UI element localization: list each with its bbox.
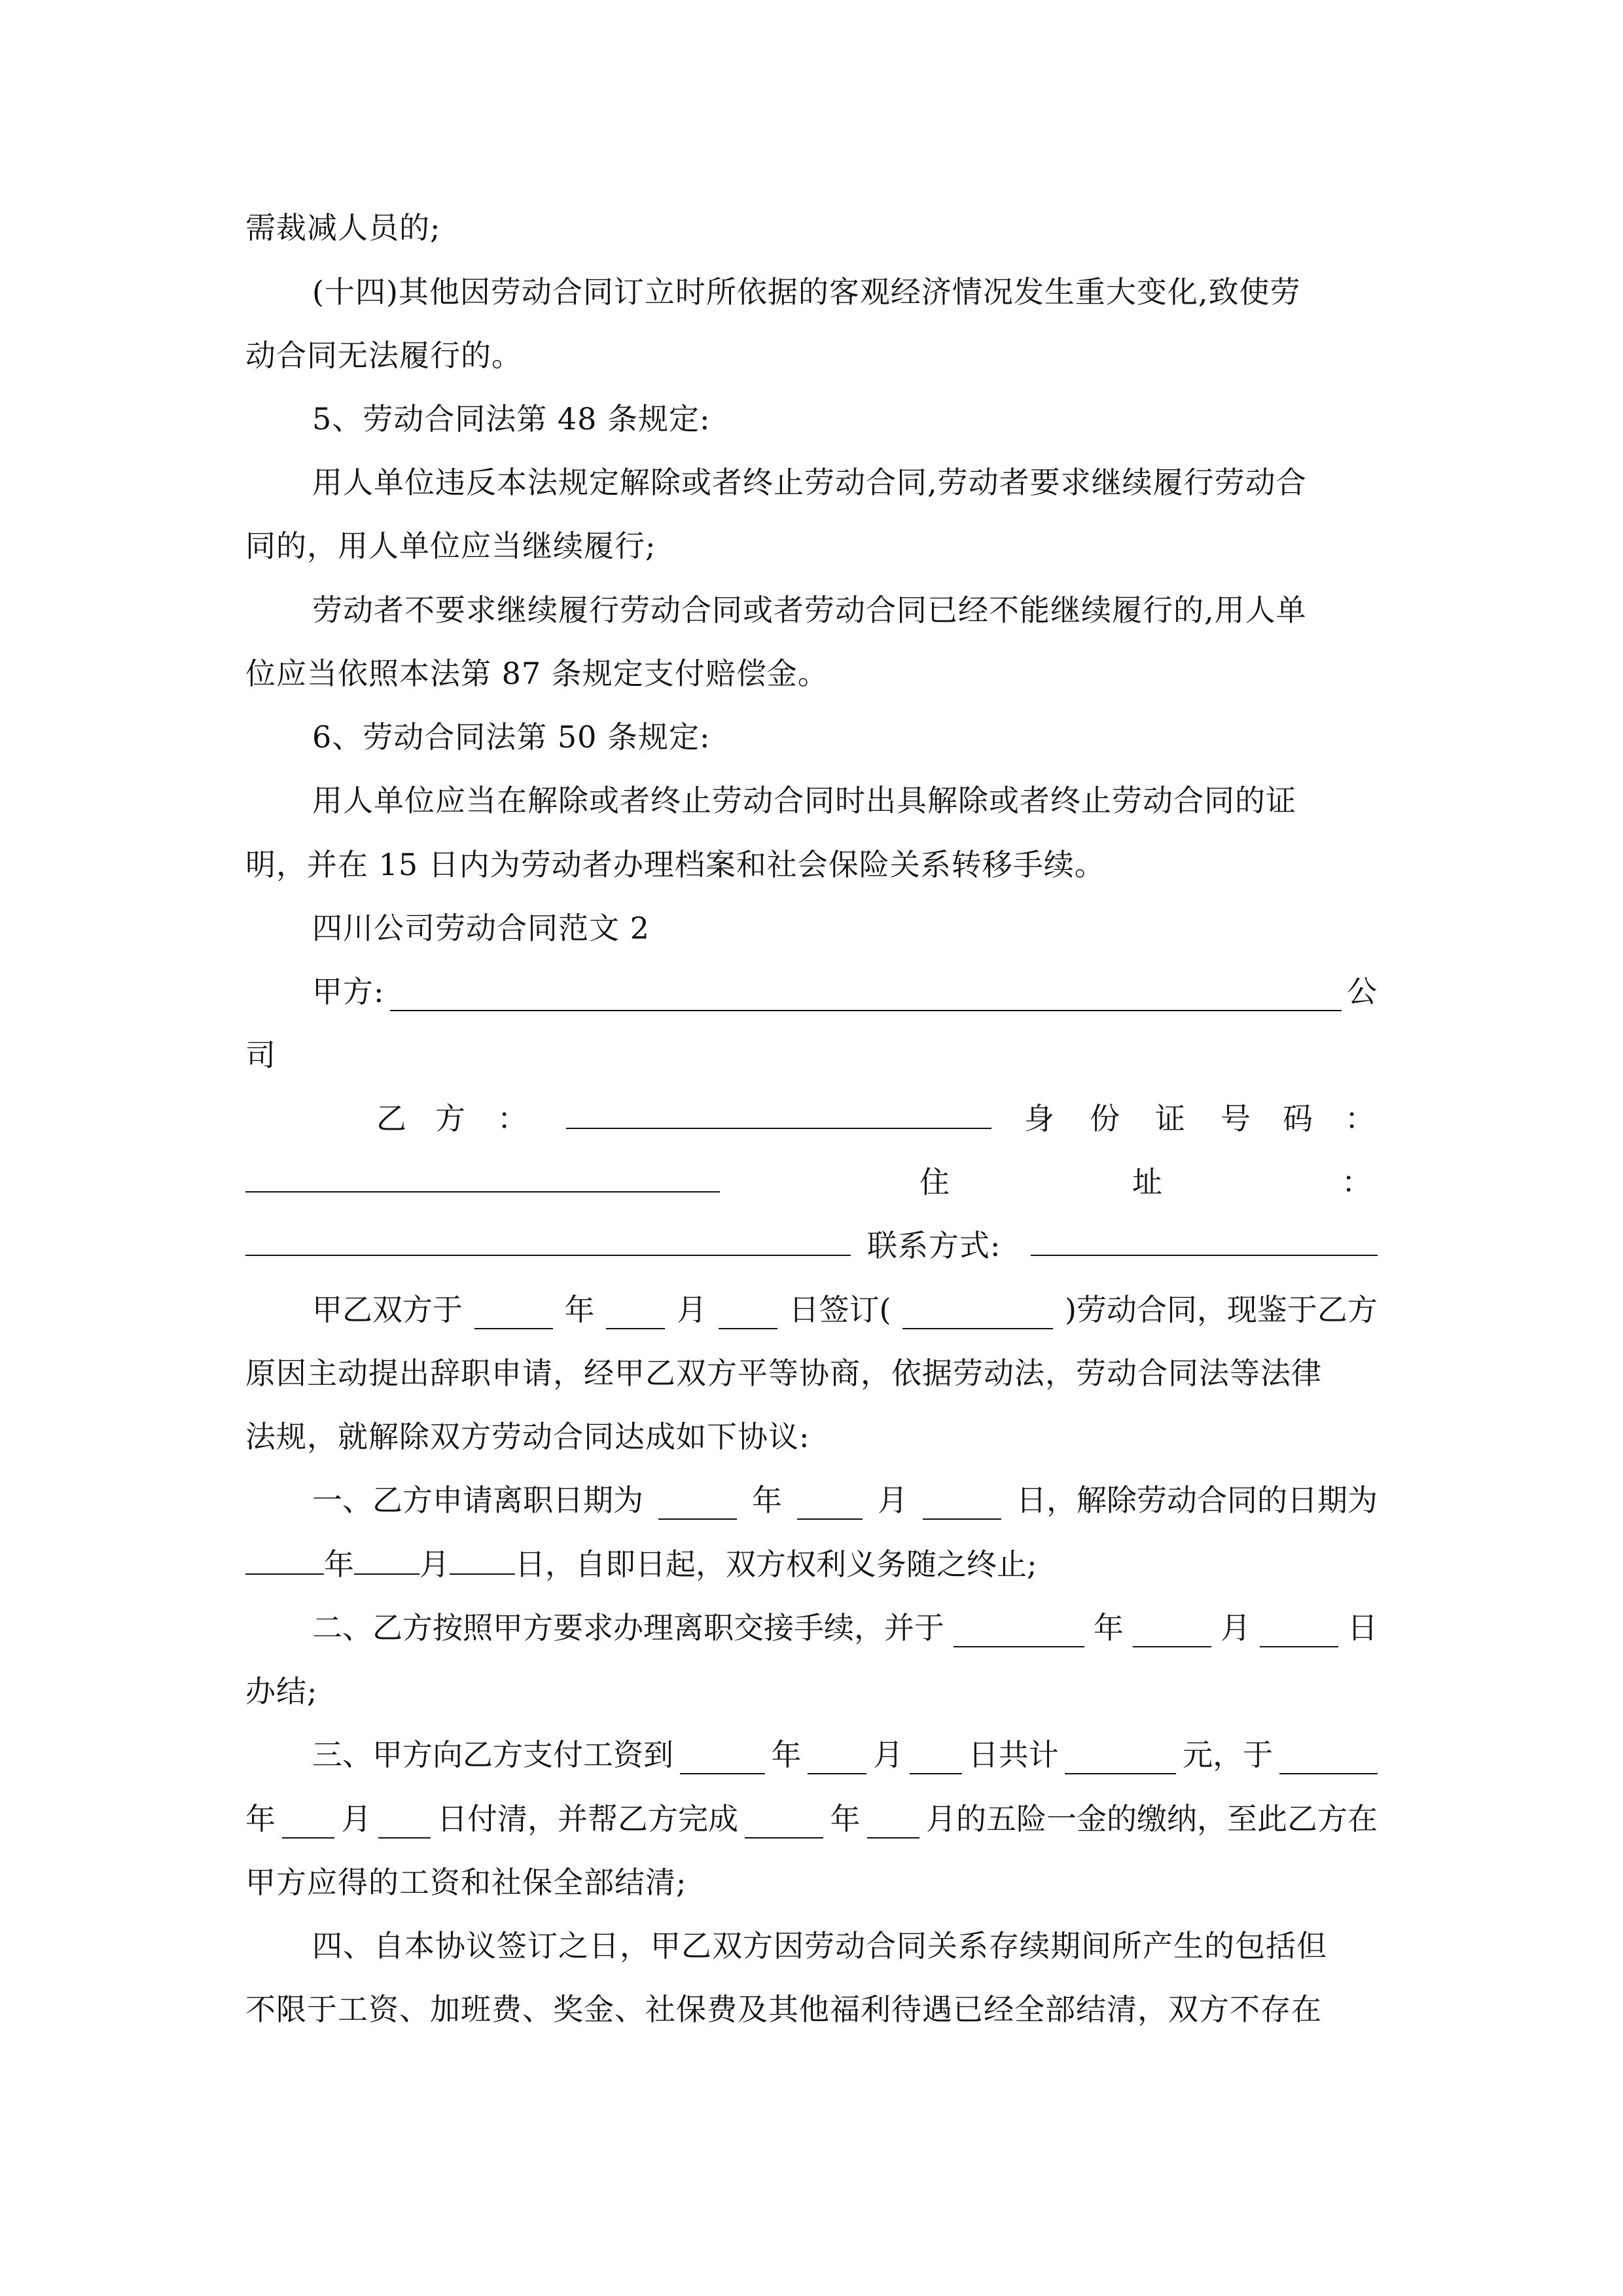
agreement-text: 月 (677, 1292, 707, 1327)
contact-label: 联系方式: (867, 1228, 1001, 1263)
text-line: 甲方应得的工资和社保全部结清; (245, 1865, 687, 1900)
day-blank[interactable] (1260, 1617, 1338, 1647)
clause-1-line-2 (245, 1545, 1378, 1584)
text-line: 司 (245, 1037, 276, 1073)
party-a-suffix: 公 (1347, 974, 1378, 1009)
clause-text: 月 (341, 1801, 372, 1837)
text-line: (十四)其他因劳动合同订立时所依据的客观经济情况发生重大变化,致使劳 (312, 274, 1301, 310)
month-blank[interactable] (606, 1299, 665, 1329)
year-blank[interactable] (474, 1299, 553, 1329)
text-line: 动合同无法履行的。 (245, 338, 522, 373)
clause-2-line (312, 1608, 1378, 1647)
section-title: 四川公司劳动合同范文 2 (312, 910, 650, 946)
year-blank[interactable] (954, 1617, 1084, 1647)
year-blank[interactable] (745, 1808, 823, 1839)
clause-heading: 5、劳动合同法第 48 条规定: (312, 401, 711, 437)
agreement-text: 日签订( (789, 1292, 891, 1327)
text-line: 明，并在 15 日内为劳动者办理档案和社会保险关系转移手续。 (245, 847, 1105, 882)
address-blank[interactable] (245, 1226, 851, 1256)
year-blank[interactable] (680, 1744, 765, 1774)
day-blank[interactable] (719, 1299, 777, 1329)
text-line: 位应当依照本法第 87 条规定支付赔偿金。 (245, 656, 829, 691)
text-line: 同的，用人单位应当继续履行; (245, 528, 656, 564)
month-blank[interactable] (354, 1545, 419, 1575)
party-b-label-char: 方 (435, 1101, 466, 1136)
clause-text: 日，解除劳动合同的日期为 (1016, 1482, 1378, 1518)
year-blank[interactable] (1279, 1744, 1378, 1774)
clause-text: 日，自即日起，双方权利义务随之终止; (515, 1547, 1037, 1582)
year-blank[interactable] (658, 1490, 737, 1520)
text-line: 用人单位应当在解除或者终止劳动合同时出具解除或者终止劳动合同的证 (312, 783, 1296, 818)
clause-text: 年 (771, 1737, 802, 1772)
day-blank[interactable] (450, 1545, 515, 1575)
party-b-label-char: ： (497, 1101, 528, 1136)
agreement-text: )劳动合同，现鉴于乙方 (1064, 1292, 1378, 1327)
month-blank[interactable] (1133, 1617, 1211, 1647)
clause-text: 日付清，并帮乙方完成 (437, 1801, 738, 1837)
clause-text: 日 (1347, 1610, 1378, 1645)
address-label-char: 住 (919, 1164, 950, 1200)
clause-text: 年 (830, 1801, 861, 1837)
party-b-label-char: 乙 (376, 1101, 407, 1136)
party-b-line (376, 1099, 1378, 1138)
clause-text: 年 (324, 1547, 354, 1582)
clause-text: 年 (752, 1482, 782, 1518)
id-number-blank[interactable] (245, 1162, 720, 1193)
clause-text: 月的五险一金的缴纳，至此乙方在 (926, 1801, 1378, 1837)
party-a-line (312, 972, 1378, 1011)
day-blank[interactable] (378, 1808, 431, 1839)
clause-text: 月 (419, 1547, 450, 1582)
text-line: 用人单位违反本法规定解除或者终止劳动合同,劳动者要求继续履行劳动合 (312, 465, 1307, 500)
amount-blank[interactable] (1065, 1744, 1176, 1774)
id-label-char: ： (1345, 1101, 1376, 1136)
clause-text: 二、乙方按照甲方要求办理离职交接手续，并于 (312, 1610, 944, 1645)
clause-text: 三、甲方向乙方支付工资到 (312, 1737, 673, 1772)
text-line: 办结; (245, 1674, 318, 1709)
text-line: 需裁减人员的; (245, 210, 441, 245)
day-blank[interactable] (910, 1744, 962, 1774)
month-blank[interactable] (797, 1490, 863, 1520)
id-label-char: 身 (1024, 1101, 1055, 1136)
month-blank[interactable] (282, 1808, 334, 1839)
clause-text: 月 (873, 1737, 904, 1772)
clause-text: 年 (1094, 1610, 1124, 1645)
clause-3-line-2 (245, 1799, 1378, 1839)
month-blank[interactable] (808, 1744, 866, 1774)
address-label-char: 址 (1132, 1164, 1163, 1200)
month-blank[interactable] (867, 1808, 919, 1839)
text-line: 原因主动提出辞职申请，经甲乙双方平等协商，依据劳动法，劳动合同法等法律 (245, 1355, 1322, 1391)
clause-3-line (312, 1735, 1378, 1774)
party-a-blank[interactable] (390, 981, 1342, 1011)
year-blank[interactable] (245, 1545, 324, 1575)
id-label-char: 证 (1155, 1101, 1186, 1136)
id-label-char: 码 (1283, 1101, 1313, 1136)
clause-text: 月 (878, 1482, 908, 1518)
id-label-char: 号 (1221, 1101, 1251, 1136)
day-blank[interactable] (923, 1490, 1001, 1520)
clause-text: 一、乙方申请离职日期为 (312, 1482, 643, 1518)
party-b-blank[interactable] (566, 1099, 991, 1129)
clause-1-line (312, 1480, 1378, 1520)
clause-heading: 6、劳动合同法第 50 条规定: (312, 719, 711, 755)
text-line: 法规，就解除双方劳动合同达成如下协议: (245, 1419, 810, 1454)
agreement-line (312, 1290, 1378, 1329)
address-label-char: ： (1342, 1164, 1372, 1200)
contact-blank[interactable] (1031, 1226, 1378, 1256)
id-label-char: 份 (1090, 1101, 1120, 1136)
contact-line (245, 1226, 1378, 1265)
text-line: 不限于工资、加班费、奖金、社保费及其他福利待遇已经全部结清，双方不存在 (245, 1992, 1322, 2027)
contract-type-blank[interactable] (902, 1299, 1053, 1329)
text-line: 四、自本协议签订之日，甲乙双方因劳动合同关系存续期间所产生的包括但 (312, 1928, 1327, 1964)
clause-text: 日共计 (968, 1737, 1059, 1772)
text-line: 劳动者不要求继续履行劳动合同或者劳动合同已经不能继续履行的,用人单 (312, 592, 1307, 628)
clause-text: 元，于 (1183, 1737, 1274, 1772)
party-a-label: 甲方: (312, 974, 385, 1009)
agreement-text: 甲乙双方于 (312, 1292, 463, 1327)
clause-text: 月 (1221, 1610, 1251, 1645)
clause-text: 年 (245, 1801, 276, 1837)
address-line (245, 1162, 1378, 1202)
agreement-text: 年 (564, 1292, 595, 1327)
